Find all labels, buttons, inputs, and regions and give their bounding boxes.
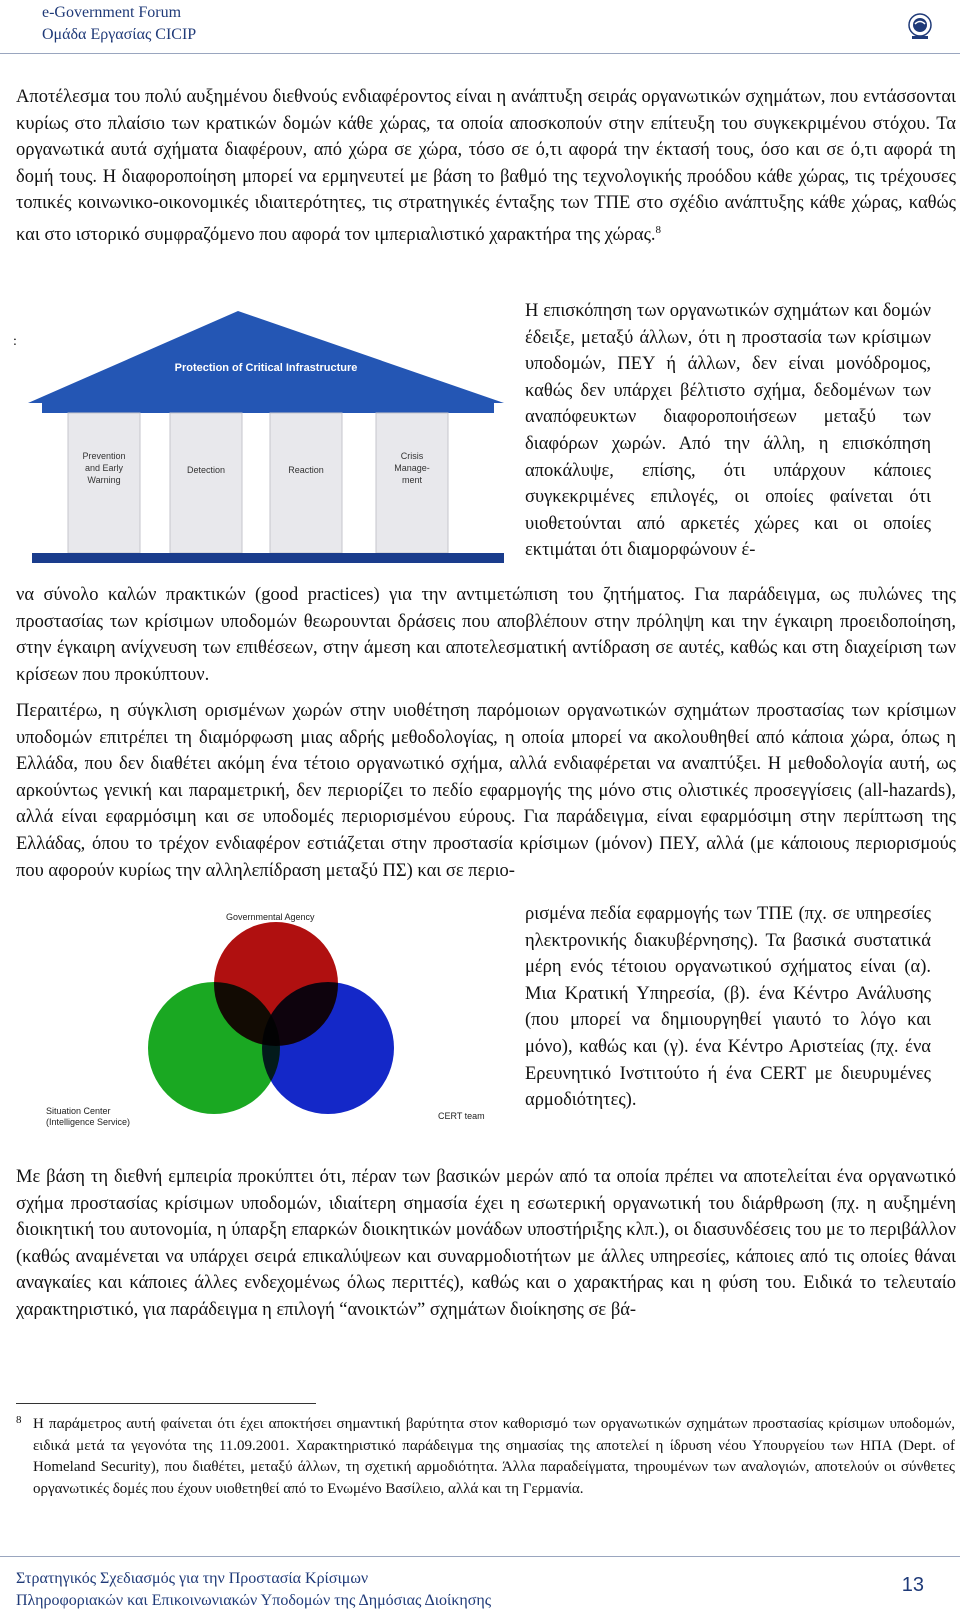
header-subtitle: Ομάδα Εργασίας CICIP [42,26,197,43]
temple-roof-label: Protection of Critical Infrastructure [174,362,358,374]
paragraph-3-wrapped: ρισμένα πεδία εφαρμογής των ΤΠΕ (πχ. σε υπηρεσίες ηλεκτρονικής διακυβέρνησης). Τα βασικά συστατικά μέρη ενός τέτοιου οργανωτικού σχήματος είναι (α). Μια Κρατική Υπηρεσία, (β). ένα Κέντρο Ανάλυσης (που μπορεί να δημιουργηθεί γιαυτό το λόγο και μόνο), καθώς και (γ). ένα Κέντρο Αριστείας (πχ. ένα Ερευνητικό Ινστιτούτο ή ένα CERT με διευρυμένες αρμοδιότητες). [525,904,931,1111]
venn-label-governmental-agency: Governmental Agency [226,912,315,922]
paragraph-4: Με βάση τη διεθνή εμπειρία προκύπτει ότι, πέραν των βασικών μερών από τα οποία πρέπει να αποτελείται ένα οργανωτικό σχήμα προστασίας κρίσιμων υποδομών, ιδιαίτερη σημασία έχει η εσωτερική οργανωτική του διάρθρωση (πχ. η αυξημένη διοικητική του αυτονομία, η ύπαρξη επαρκών διοικητικών μονάδων υποστήριξης κλπ.), οι διασυνδέσεις του με το περιβάλλον (καθώς αναμένεται να υπάρχει σειρά επικαλύψεων και συναρμοδιοτήτων με άλλες υπηρεσίες, κάποιες από τις οποίες θάναι αναγκαίες και κάποιες άλλες ενδεχομένως όλως περιττές), καθώς και ο χαρακτήρας και η φύση του. Ειδικά το τελευταίο χαρακτηριστικό, για παράδειγμα η επιλογή “ανοικτών” σχημάτων διοίκησης σε βά- [16,1167,956,1320]
venn-circle-cert [262,982,394,1114]
paragraph-2-wrapped: Η επισκόπηση των οργανωτικών σχημάτων και δομών έδειξε, μεταξύ άλλων, ότι η προστασία των κρίσιμων υποδομών, ΠΕΥ ή άλλων, δεν είναι μονόδρομος, καθώς δεν υπάρχει βέλτιστο σχήμα, δεδομένων των αναπόφευκτων διαφοροποιήσεων μεταξύ των διαφόρων χωρών. Από την άλλη, η επισκόπηση αποκάλυψε, επίσης, ότι υπάρχουν κάποιες συγκεκριμένες επιλογές, οι οποίες φαίνεται ότι υιοθετούνται από αρκετές χώρες και οι οποίες εκτιμάται ότι διαμορφώνουν έ- [525,301,931,561]
footer-rule [0,1556,960,1557]
paragraph-1-text: Αποτέλεσμα του πολύ αυξημένου διεθνούς ενδιαφέροντος είναι η ανάπτυξη σειράς οργανωτικών σχημάτων, που εντάσσονται κυρίως στο πλαίσιο των κρατικών δομών κάθε χώρας, τα οποία αποσκοπούν στην επίτευξη του συγκεκριμένου στόχου. Τα οργανωτικά αυτά σχήματα διαφέρουν, από χώρα σε χώρα, τόσο σε ό,τι αφορά την έκτασή τους, όσο και σε ό,τι αφορά τη δομή τους. Η διαφοροποίηση μπορεί να ερμηνευτεί με βάση το βαθμό της τεχνολογικής προόδου κάθε χώρας, τις τρέχουσες τοπικές κοινωνικο-οικονομικές ιδιαιτερότητες, τις στρατηγικές ένταξης των ΤΠΕ στο σχέδιο ανάπτυξης κάθε χώρας, καθώς και στο ιστορικό συμφραζόμενο που αφορά τον ιμπεριαλιστικό χαρακτήρα της χώρας. [16,87,956,246]
pillar-label-detection: Detection [186,465,226,475]
venn-label-cert-team: CERT team [438,1111,485,1121]
paragraph-3: Περαιτέρω, η σύγκλιση ορισμένων χωρών στην υιοθέτηση παρόμοιων οργανωτικών σχημάτων προστασίας των κρίσιμων υποδομών επιτρέπει τη διαμόρφωση μιας αδρής μεθοδολογίας, η οποία μπορεί να ακολουθηθεί από κάποια χώρα, όπως η Ελλάδα, που δεν διαθέτει ακόμη ένα τέτοιο οργανωτικό σχήμα, αλλά ενδιαφέρεται να αναπτύξει. Η μεθοδολογία αυτή, ως αρκούντως γενική και παραμετρική, δεν περιορίζει το πεδίο εφαρμογής της μόνο στις ολιστικές προσεγγίσεις (all-hazards), αλλά είναι εφαρμόσιμη και σε υποδομές περιορισμένου εύρους. Για παράδειγμα, είναι εφαρμόσιμη στην περίπτωση της Ελλάδας, όπου το τρέχον ενδιαφέρον εστιάζεται στην προστασία κρίσιμων (μόνον) ΠΕΥ, αλλά (με κάποιους περιορισμούς που αφορούν κυρίως την αλληλεπίδραση μεταξύ ΠΣ) και σε περιο- [16,701,956,881]
running-header [42,2,196,46]
pillar-label-crisis-management: Crisis Manage-ment [394,451,430,485]
cip-temple-figure [24,305,508,567]
temple-base [32,553,504,563]
footnote-ref-8: 8 [655,223,662,236]
pillar-label-prevention: Prevention and Early Warning [82,451,126,485]
paragraph-2-continued: να σύνολο καλών πρακτικών (good practices) για την αντιμετώπιση του ζητήματος. Για παράδειγμα, ως πυλώνες της προστασίας των κρίσιμων υποδομών θεωρουνται δράσεις που αποβλέπουν στην πρόληψη και την έγκαιρη προειδοποίηση, στην έγκαιρη ανίχνευση των επιθέσεων, στην άμεση και αποτελεσματική αντίδραση σε αυτές, καθώς και στη διαχείριση των κρίσεων που προκύπτουν. [16,585,956,685]
footnote-text: Η παράμετρος αυτή φαίνεται ότι έχει αποκτήσει σημαντική βαρύτητα στον καθορισμό των οργανωτικών σχημάτων προστασίας κρίσιμων υποδομών, ειδικά μετά τα γεγονότα της 11.09.2001. Χαρακτηριστικό παράδειγμα της σημασίας της αποτελεί η ίδρυση νέου Υπουργείου των ΗΠΑ (Dept. of Homeland Security), που διαθέτει, μεταξύ άλλων, τη σχετική αρμοδιότητα. Άλλα παραδείγματα, τηρουμένων των αναλογιών, αποτελούν οι σύνθετες οργανωτικές δομές που έχουν υιοθετηθεί από το Ενωμένο Βασίλειο, αλλά και τη Γερμανία. [33,1416,955,1497]
footer-line-2: Πληροφοριακών και Επικοινωνιακών Υποδομών της Δημόσιας Διοίκησης [16,1592,492,1609]
running-footer [16,1568,491,1612]
stray-colon: : [13,334,17,349]
venn-label-situation-center: Situation Center (Intelligence Service) [46,1106,131,1127]
footnote-number: 8 [16,1414,22,1426]
footer-line-1: Στρατηγικός Σχεδιασμός για την Προστασία Κρίσιμων [16,1570,369,1587]
temple-architrave [42,403,494,413]
forum-logo-icon [906,12,934,40]
pillar-label-reaction: Reaction [288,465,324,475]
footnote-rule [16,1403,316,1404]
temple-pillars [68,413,448,553]
venn-circle-situation-center [148,982,280,1114]
paragraph-1 [16,84,956,249]
pillar-reaction [270,413,342,553]
temple-roof [28,311,504,403]
header-title: e-Government Forum [42,4,182,21]
venn-figure [28,906,508,1128]
page-number: 13 [901,1574,924,1596]
header-rule [0,53,960,54]
pillar-detection [170,413,242,553]
